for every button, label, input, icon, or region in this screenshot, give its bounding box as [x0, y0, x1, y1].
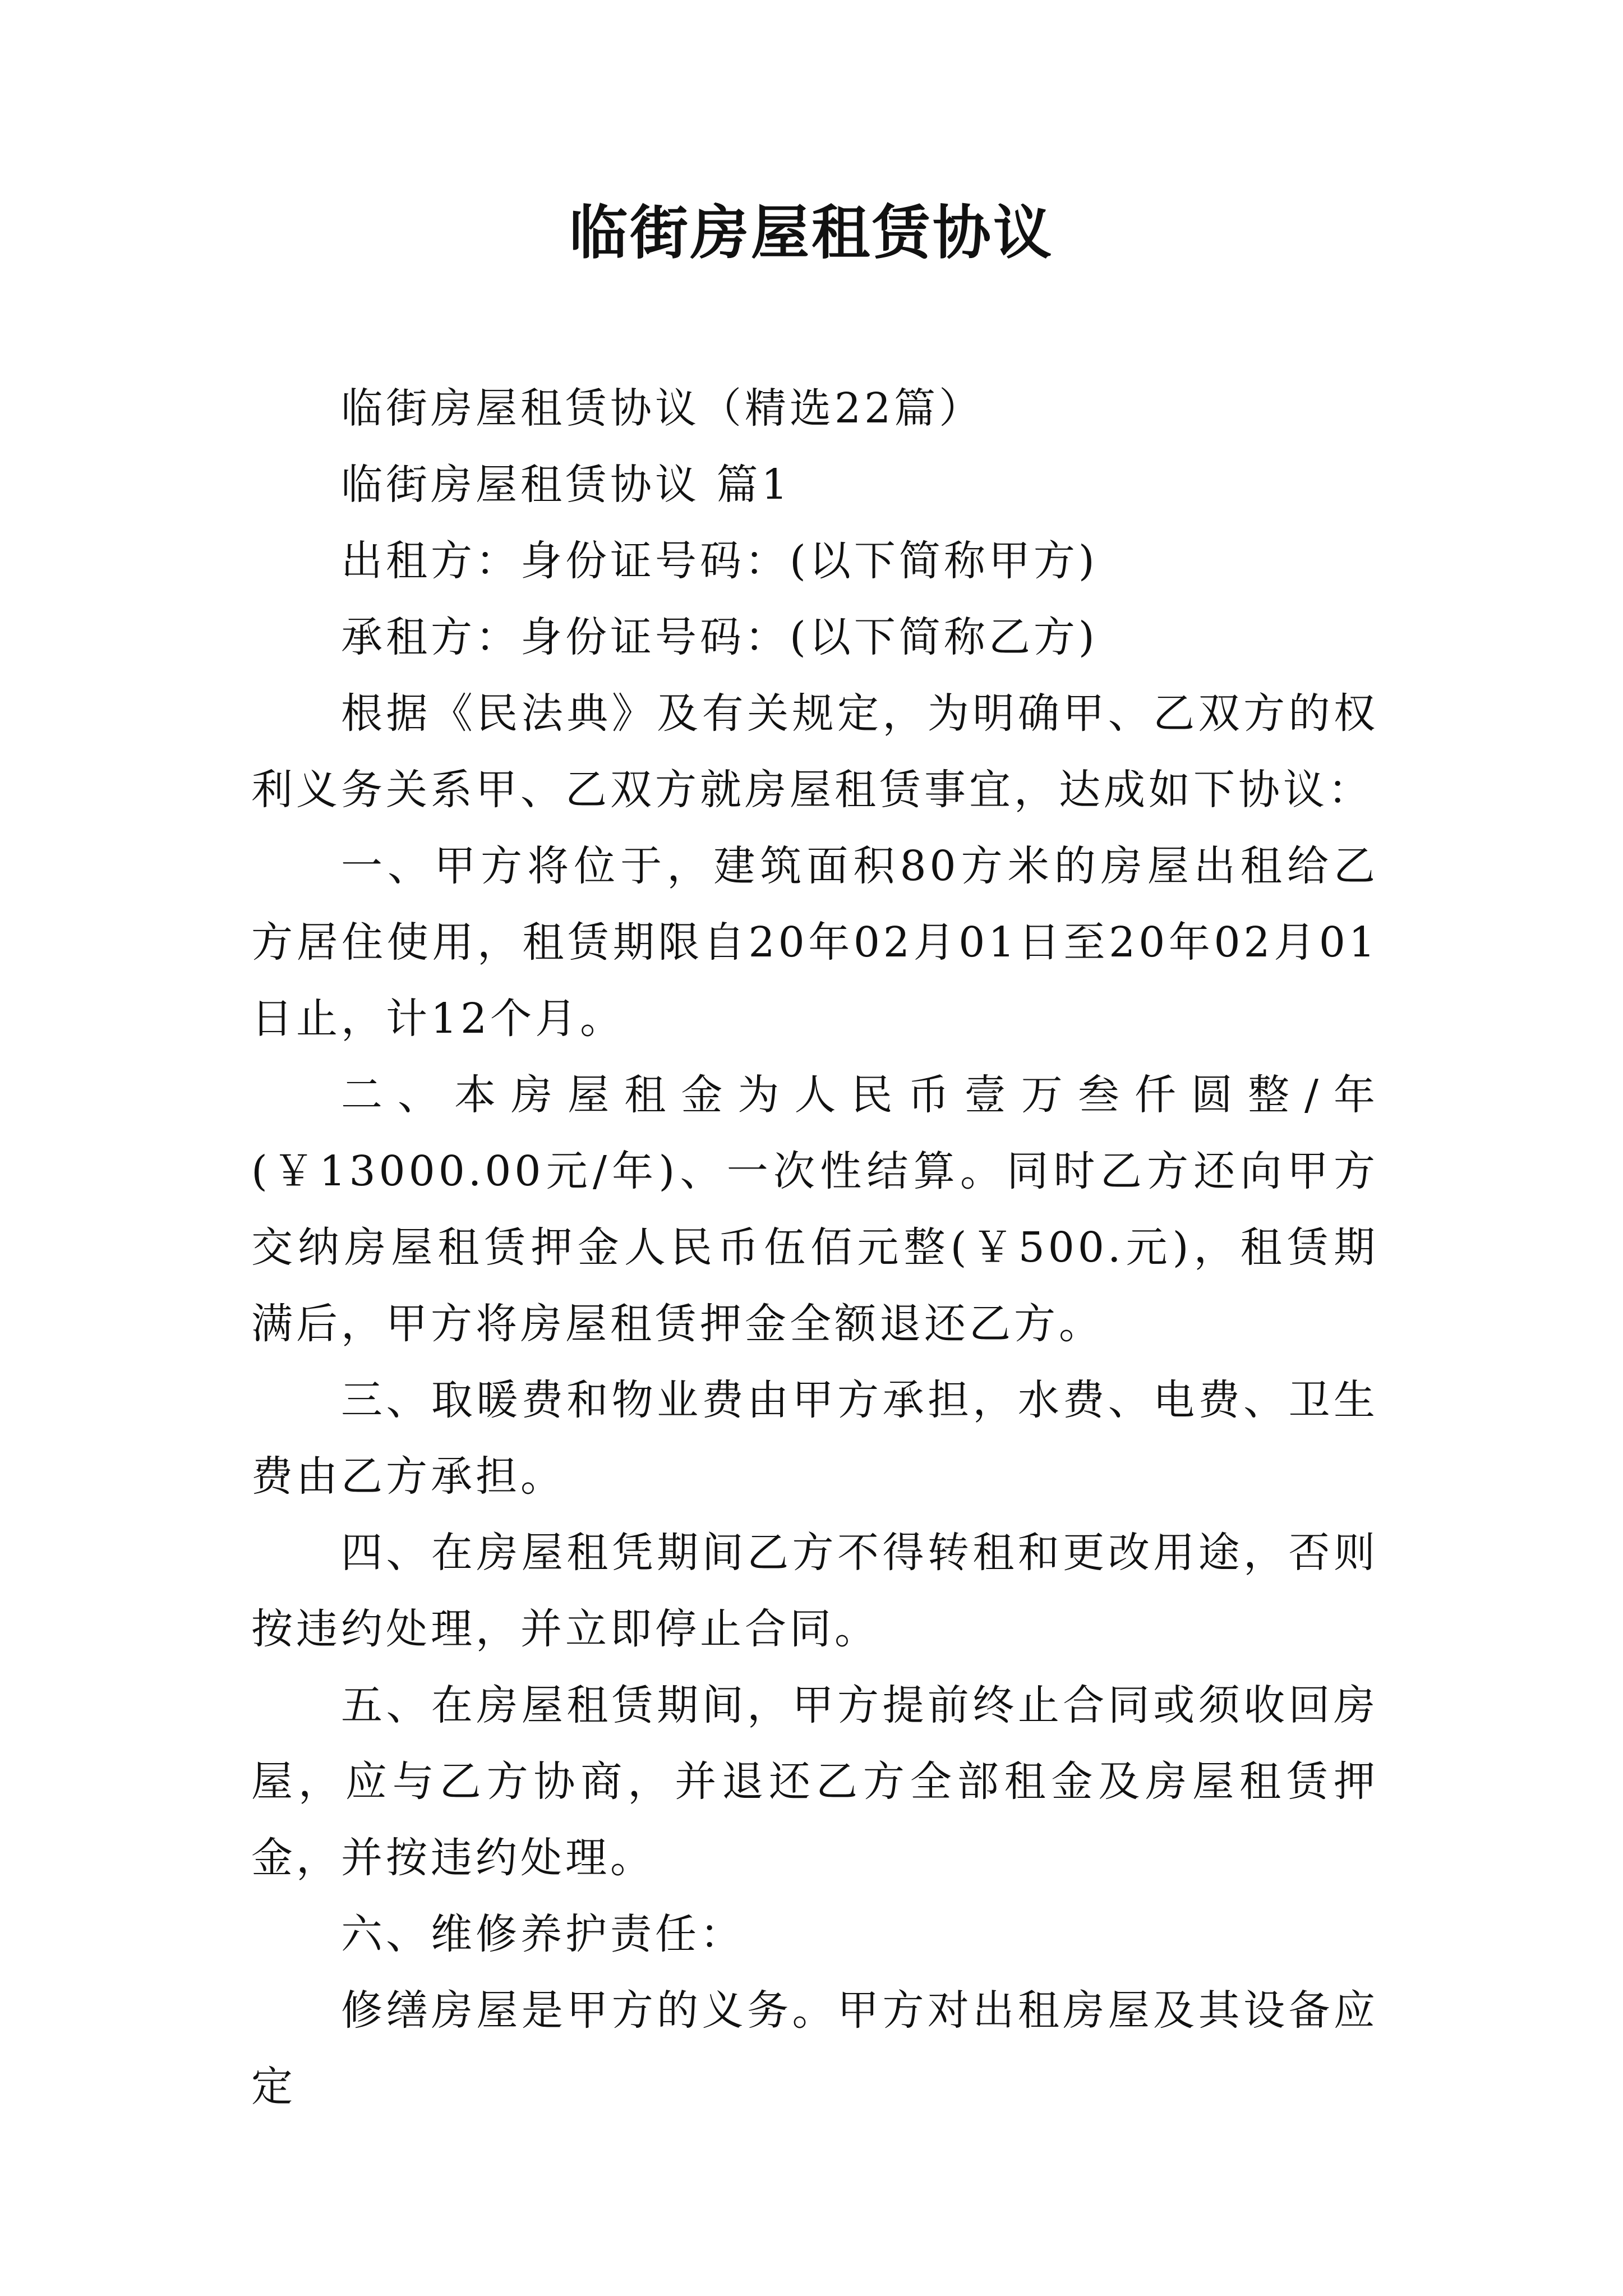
clause-5-paragraph: 五、在房屋租赁期间，甲方提前终止合同或须收回房屋，应与乙方协商，并退还乙方全部租金及房屋租赁押金，并按违约处理。: [251, 1681, 1378, 1882]
clause-6-paragraph: 修缮房屋是甲方的义务。甲方对出租房屋及其设备应定: [251, 1986, 1378, 2111]
lessee-line: 承租方：身份证号码：(以下简称乙方): [341, 613, 1098, 661]
lessor-line: 出租方：身份证号码：(以下简称甲方): [341, 537, 1098, 585]
clause-3-paragraph: 三、取暖费和物业费由甲方承担，水费、电费、卫生费由乙方承担。: [251, 1376, 1378, 1501]
section-heading: 临街房屋租赁协议 篇1: [341, 461, 791, 509]
subtitle-line: 临街房屋租赁协议（精选22篇）: [341, 384, 984, 432]
document-body: [251, 370, 1378, 2125]
clause-1-paragraph: 一、甲方将位于，建筑面积80方米的房屋出租给乙方居住使用，租赁期限自20年02月01日至20年02月01日止，计12个月。: [251, 842, 1378, 1043]
clause-2-paragraph: 二、本房屋租金为人民币壹万叁仟圆整/年(￥13000.00元/年)、一次性结算。同时乙方还向甲方交纳房屋租赁押金人民币伍佰元整(￥500.元)，租赁期满后，甲方将房屋租赁押金全额退还乙方。: [251, 1071, 1378, 1348]
clause-6-heading: 六、维修养护责任：: [341, 1910, 745, 1958]
clause-4-paragraph: 四、在房屋租凭期间乙方不得转租和更改用途，否则按违约处理，并立即停止合同。: [251, 1529, 1378, 1653]
preamble-paragraph: 根据《民法典》及有关规定，为明确甲、乙双方的权利义务关系甲、乙双方就房屋租赁事宜，达成如下协议：: [251, 689, 1378, 814]
document-title: 临街房屋租赁协议: [569, 199, 1054, 267]
